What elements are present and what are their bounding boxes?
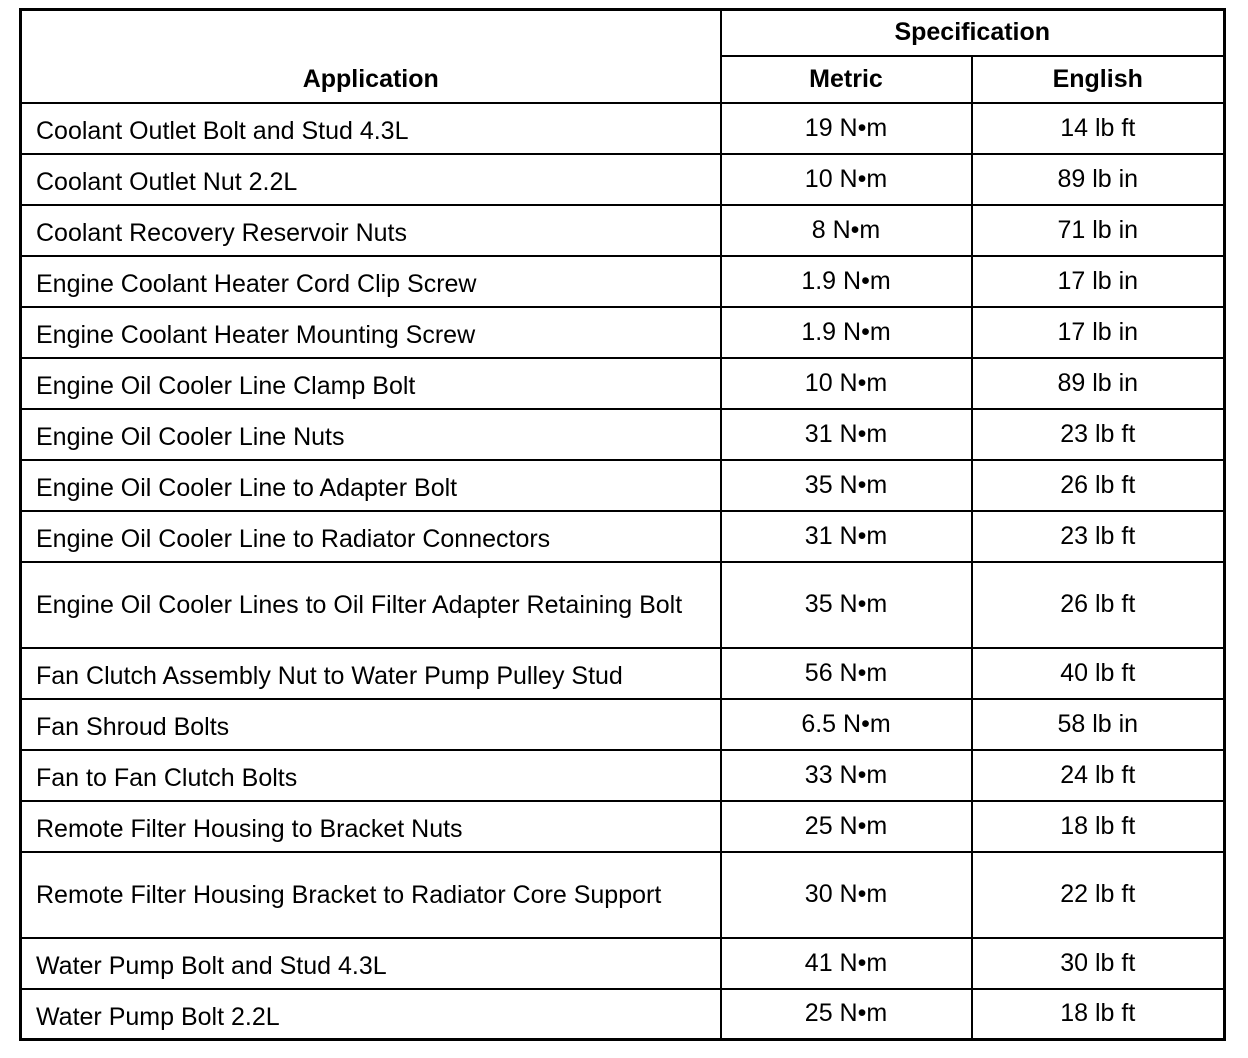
english-cell: 23 lb ft (972, 511, 1225, 562)
metric-cell: 25 N•m (721, 989, 972, 1040)
metric-cell: 25 N•m (721, 801, 972, 852)
application-cell: Water Pump Bolt and Stud 4.3L (21, 938, 721, 989)
english-cell: 26 lb ft (972, 562, 1225, 648)
application-cell: Coolant Outlet Nut 2.2L (21, 154, 721, 205)
english-cell: 18 lb ft (972, 989, 1225, 1040)
metric-cell: 10 N•m (721, 154, 972, 205)
table-row (21, 852, 1225, 938)
metric-cell: 35 N•m (721, 562, 972, 648)
english-cell: 89 lb in (972, 154, 1225, 205)
metric-cell: 8 N•m (721, 205, 972, 256)
metric-cell: 56 N•m (721, 648, 972, 699)
table-row (21, 648, 1225, 699)
application-cell: Engine Coolant Heater Cord Clip Screw (21, 256, 721, 307)
metric-cell: 10 N•m (721, 358, 972, 409)
english-cell: 22 lb ft (972, 852, 1225, 938)
english-cell: 40 lb ft (972, 648, 1225, 699)
table-row (21, 801, 1225, 852)
application-cell: Engine Oil Cooler Line to Radiator Connectors (21, 511, 721, 562)
metric-cell: 1.9 N•m (721, 256, 972, 307)
english-cell: 23 lb ft (972, 409, 1225, 460)
table-row (21, 205, 1225, 256)
english-cell: 71 lb in (972, 205, 1225, 256)
fastener-spec-table (19, 8, 1226, 1041)
metric-cell: 41 N•m (721, 938, 972, 989)
application-cell: Fan Shroud Bolts (21, 699, 721, 750)
table-row (21, 750, 1225, 801)
application-cell: Fan Clutch Assembly Nut to Water Pump Pulley Stud (21, 648, 721, 699)
english-cell: 17 lb in (972, 307, 1225, 358)
english-cell: 89 lb in (972, 358, 1225, 409)
application-cell: Remote Filter Housing Bracket to Radiator Core Support (21, 852, 721, 938)
table-row (21, 307, 1225, 358)
application-cell: Water Pump Bolt 2.2L (21, 989, 721, 1040)
table-row (21, 409, 1225, 460)
metric-cell: 33 N•m (721, 750, 972, 801)
table-header (21, 10, 1225, 103)
metric-cell: 31 N•m (721, 409, 972, 460)
application-cell: Coolant Recovery Reservoir Nuts (21, 205, 721, 256)
metric-cell: 31 N•m (721, 511, 972, 562)
column-header-specification: Specification (721, 10, 1225, 56)
english-cell: 14 lb ft (972, 103, 1225, 154)
english-cell: 17 lb in (972, 256, 1225, 307)
metric-cell: 35 N•m (721, 460, 972, 511)
metric-cell: 19 N•m (721, 103, 972, 154)
english-cell: 24 lb ft (972, 750, 1225, 801)
metric-cell: 30 N•m (721, 852, 972, 938)
application-cell: Engine Oil Cooler Line to Adapter Bolt (21, 460, 721, 511)
table-body (21, 103, 1225, 1040)
column-header-english: English (972, 56, 1225, 103)
column-header-metric: Metric (721, 56, 972, 103)
metric-cell: 1.9 N•m (721, 307, 972, 358)
application-cell: Engine Oil Cooler Line Clamp Bolt (21, 358, 721, 409)
table-row (21, 154, 1225, 205)
english-cell: 18 lb ft (972, 801, 1225, 852)
table-row (21, 699, 1225, 750)
column-header-application: Application (21, 10, 721, 103)
table-row (21, 460, 1225, 511)
application-cell: Engine Oil Cooler Lines to Oil Filter Adapter Retaining Bolt (21, 562, 721, 648)
table-row (21, 256, 1225, 307)
table-row (21, 103, 1225, 154)
application-cell: Fan to Fan Clutch Bolts (21, 750, 721, 801)
table-row (21, 562, 1225, 648)
application-cell: Coolant Outlet Bolt and Stud 4.3L (21, 103, 721, 154)
metric-cell: 6.5 N•m (721, 699, 972, 750)
english-cell: 30 lb ft (972, 938, 1225, 989)
application-cell: Remote Filter Housing to Bracket Nuts (21, 801, 721, 852)
english-cell: 26 lb ft (972, 460, 1225, 511)
application-cell: Engine Oil Cooler Line Nuts (21, 409, 721, 460)
table-row (21, 358, 1225, 409)
table-row (21, 989, 1225, 1040)
table-row (21, 511, 1225, 562)
english-cell: 58 lb in (972, 699, 1225, 750)
application-cell: Engine Coolant Heater Mounting Screw (21, 307, 721, 358)
table-row (21, 938, 1225, 989)
